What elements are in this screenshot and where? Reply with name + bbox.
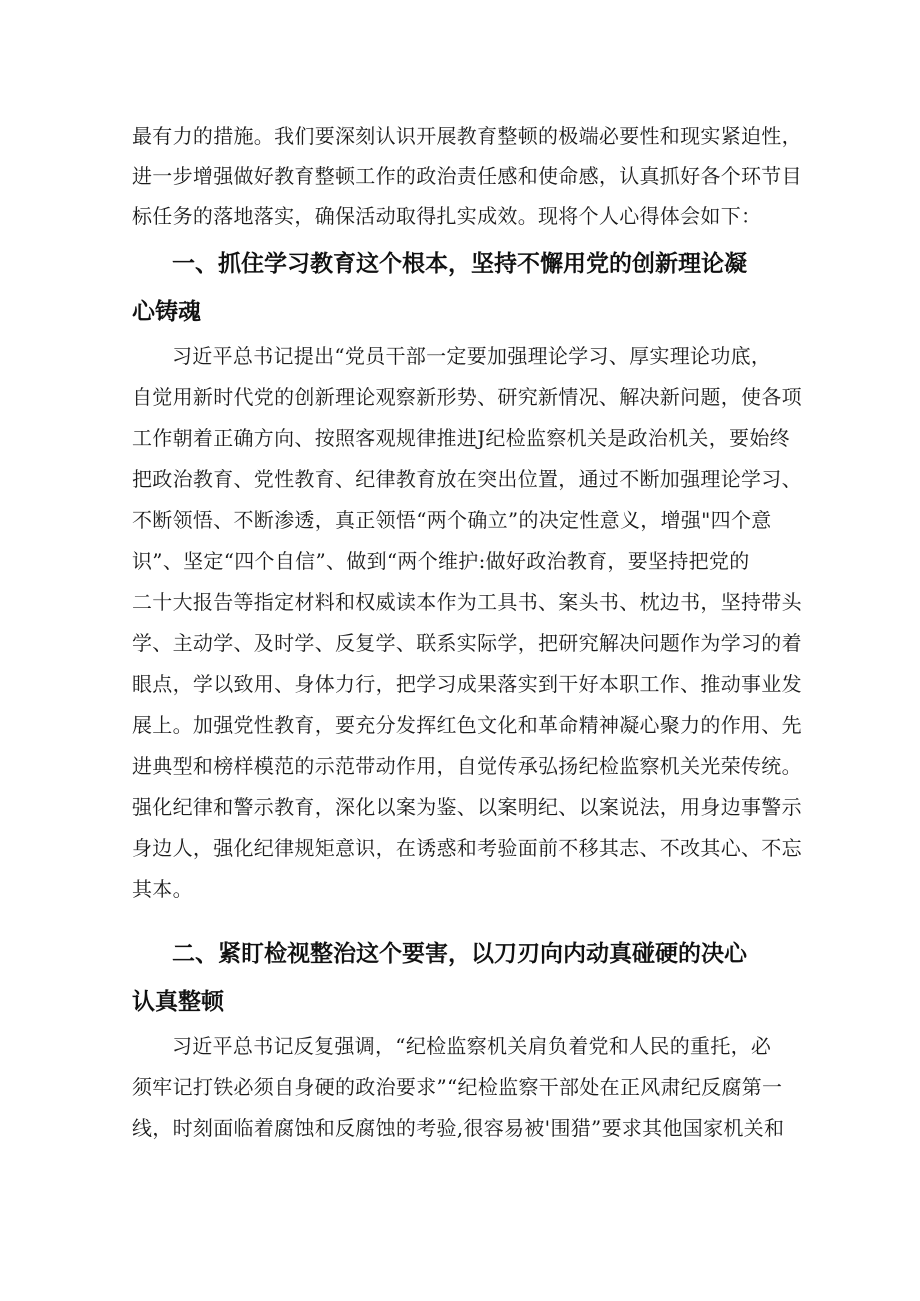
section1-body-line-10: 展上。加强党性教育，要充分发挥红色文化和革命精神凝心聚力的作用、先: [132, 713, 802, 737]
section2-body-line-2: 须牢记打铁必须自身硬的政治要求”“纪检监察干部处在正风肃纪反腐第一: [132, 1075, 783, 1099]
section2-heading-line-2: 认真整顿: [132, 989, 224, 1015]
intro-line-3: 标任务的落地落实，确保活动取得扎实成效。现将个人心得体会如下：: [132, 204, 762, 228]
section1-body-line-11: 进典型和榜样模范的示范带动作用，自觉传承弘扬纪检监察机关光荣传统。: [132, 754, 802, 778]
intro-line-1: 最有力的措施。我们要深刻认识开展教育整顿的极端必要性和现实紧迫性，: [132, 124, 802, 148]
section1-heading-line-1: 一、抓住学习教育这个根本，坚持不懈用党的创新理论凝: [172, 251, 747, 277]
intro-line-2: 进一步增强做好教育整顿工作的政治责任感和使命感，认真抓好各个环节目: [132, 164, 802, 188]
section2-body-line-1: 习近平总书记反复强调，“纪检监察机关肩负着党和人民的重托，必: [172, 1034, 772, 1058]
section1-body-line-3: 工作朝着正确方向、按照客观规律推进J纪检监察机关是政治机关，要始终: [132, 426, 790, 450]
section1-body-line-6: 识”、坚定“四个自信”、做到“两个维护:做好政治教育，要坚持把党的: [132, 549, 750, 573]
section1-body-line-8: 学、主动学、及时学、反复学、联系实际学，把研究解决问题作为学习的着: [132, 631, 802, 655]
section1-body-line-2: 自觉用新时代党的创新理论观察新形势、研究新情况、解决新问题，使各项: [132, 385, 802, 409]
section2-body-line-3: 线，时刻面临着腐蚀和反腐蚀的考验,很容易被'围猎”要求其他国家机关和: [132, 1116, 785, 1140]
section1-body-line-7: 二十大报告等指定材料和权威读本作为工具书、案头书、枕边书，坚持带头: [132, 590, 802, 614]
section1-body-line-14: 其本。: [132, 877, 193, 901]
section1-heading-line-2: 心铸魂: [132, 299, 201, 325]
section1-body-line-4: 把政治教育、党性教育、纪律教育放在突出位置，通过不断加强理论学习、: [132, 467, 802, 491]
section1-body-line-12: 强化纪律和警示教育，深化以案为鉴、以案明纪、以案说法，用身边事警示: [132, 795, 802, 819]
section1-body-line-13: 身边人，强化纪律规矩意识，在诱惑和考验面前不移其志、不改其心、不忘: [132, 836, 802, 860]
section1-body-line-1: 习近平总书记提出“党员干部一定要加强理论学习、厚实理论功底，: [172, 344, 772, 368]
section1-body-line-9: 眼点，学以致用、身体力行，把学习成果落实到干好本职工作、推动事业发: [132, 672, 802, 696]
section2-heading-line-1: 二、紧盯检视整治这个要害，以刀刃向内动真碰硬的决心: [172, 941, 747, 967]
section1-body-line-5: 不断领悟、不断渗透，真正领悟“两个确立”的决定性意义，增强"四个意: [132, 508, 772, 532]
